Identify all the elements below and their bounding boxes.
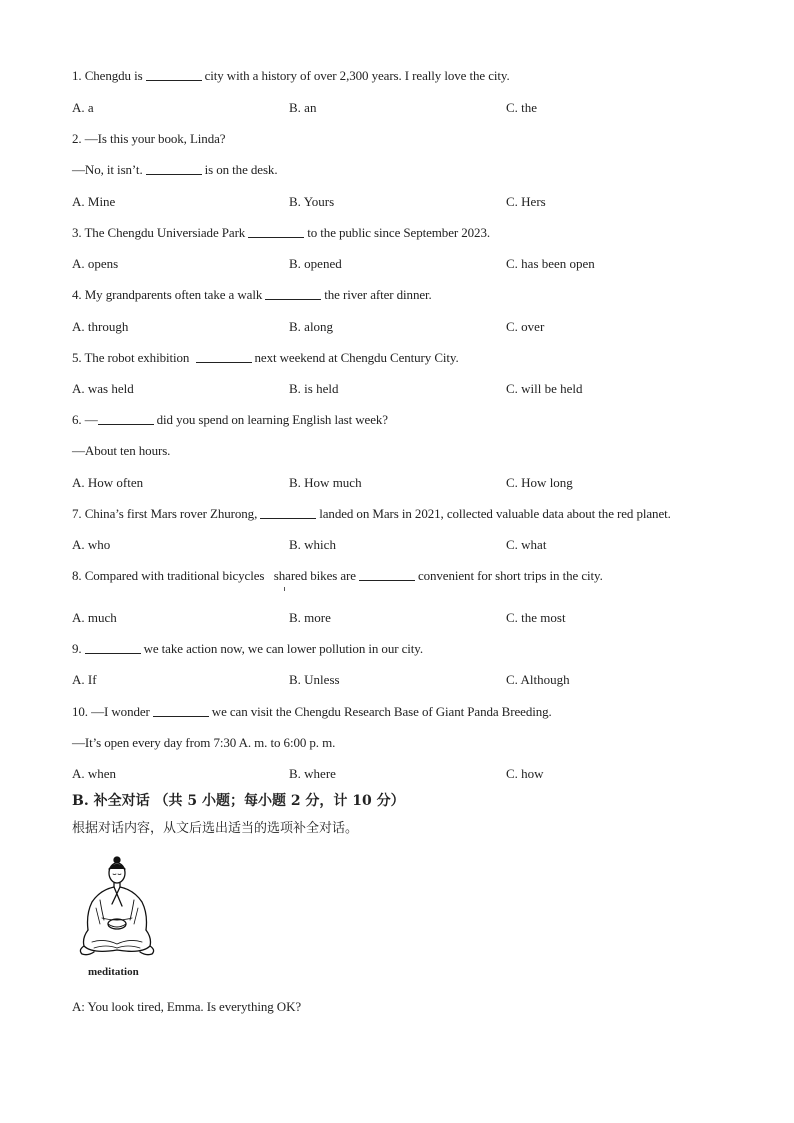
question-6-line-2: —About ten hours. [72,443,171,458]
question-2-line-1: 2. —Is this your book, Linda? [72,131,226,146]
option-b: B. where [289,766,336,781]
question-9: 9. we take action now, we can lower pollution in our city. [72,641,424,656]
answer-blank [146,162,202,175]
option-a: A. a [72,100,94,115]
answer-blank [98,412,154,425]
answer-blank [85,641,141,654]
question-8: 8. Compared with traditional bicycles shared bikes are convenient for short trips in the city. [72,568,603,583]
option-c: C. how [506,766,544,781]
option-c: C. will be held [506,381,583,396]
section-b-title: B. 补全对话 （共 5 小题；每小题 2 分，计 10 分） [72,793,405,809]
question-2: —No, it isn’t. is on the desk. [72,162,278,177]
answer-blank [153,704,209,717]
option-a: A. Mine [72,194,116,209]
meditation-illustration [74,854,160,968]
option-a: A. How often [72,475,144,490]
option-c: C. How long [506,475,573,490]
answer-blank [248,225,304,238]
figure-caption: meditation [88,966,139,978]
option-a: A. much [72,610,117,625]
answer-blank [146,68,202,81]
option-c: C. the most [506,610,566,625]
option-c: C. what [506,537,547,552]
answer-blank [260,506,316,519]
question-5: 5. The robot exhibition next weekend at Chengdu Century City. [72,350,459,365]
option-c: C. over [506,319,545,334]
question-10-line-2: —It’s open every day from 7:30 A. m. to 6:00 p. m. [72,735,336,750]
question-6: 6. — did you spend on learning English last week? [72,412,388,427]
option-a: A. who [72,537,111,552]
option-b: B. opened [289,256,342,271]
question-4: 4. My grandparents often take a walk the river after dinner. [72,287,432,302]
question-1: 1. Chengdu is city with a history of over 2,300 years. I really love the city. [72,68,510,83]
option-b: B. along [289,319,334,334]
option-a: A. opens [72,256,119,271]
answer-blank [265,287,321,300]
option-b: B. Yours [289,194,335,209]
question-3: 3. The Chengdu Universiade Park to the public since September 2023. [72,225,491,240]
option-a: A. through [72,319,129,334]
answer-blank [359,568,415,581]
comma-mark [284,587,285,591]
option-c: C. the [506,100,538,115]
option-a: A. If [72,672,97,687]
option-b: B. is held [289,381,339,396]
option-b: B. an [289,100,317,115]
answer-blank [196,350,252,363]
option-c: C. Although [506,672,570,687]
option-a: A. was held [72,381,134,396]
question-10: 10. —I wonder we can visit the Chengdu Research Base of Giant Panda Breeding. [72,704,552,719]
option-c: C. Hers [506,194,546,209]
option-a: A. when [72,766,117,781]
section-b-instruction: 根据对话内容，从文后选出适当的选项补全对话。 [72,821,359,836]
option-b: B. Unless [289,672,340,687]
dialogue-line-a: A: You look tired, Emma. Is everything OK? [72,999,302,1014]
option-b: B. which [289,537,336,552]
option-b: B. How much [289,475,362,490]
option-c: C. has been open [506,256,595,271]
question-7: 7. China’s first Mars rover Zhurong, landed on Mars in 2021, collected valuable data about the red planet. [72,506,671,521]
option-b: B. more [289,610,331,625]
